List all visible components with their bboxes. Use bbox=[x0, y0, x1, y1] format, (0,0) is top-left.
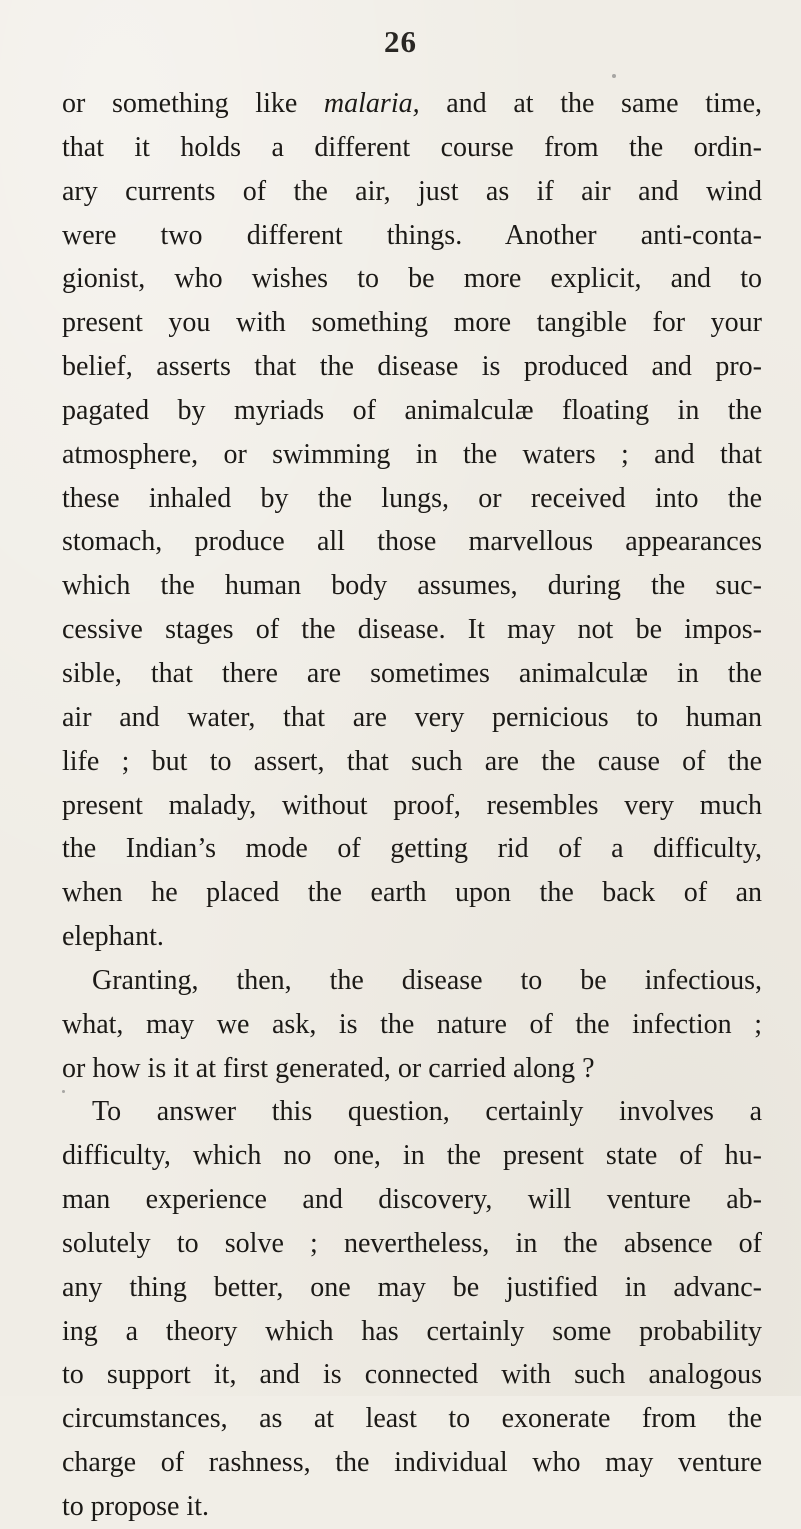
text-line: which the human body assumes, during the suc- bbox=[62, 570, 762, 602]
text-line: stomach, produce all those marvellous appearances bbox=[62, 526, 762, 558]
text-line: belief, asserts that the disease is produced and pro- bbox=[62, 351, 762, 383]
text-line: sible, that there are sometimes animalculæ in the bbox=[62, 657, 762, 689]
text-line: air and water, that are very pernicious to human bbox=[62, 701, 762, 733]
text-line: circumstances, as at least to exonerate from the bbox=[62, 1403, 762, 1435]
text-line: gionist, who wishes to be more explicit, and to bbox=[62, 263, 762, 295]
body-text bbox=[62, 82, 762, 1529]
text-line bbox=[62, 82, 762, 126]
text-line: were two different things. Another anti-conta- bbox=[62, 219, 762, 251]
text-line: present you with something more tangible for your bbox=[62, 307, 762, 339]
text-line: atmosphere, or swimming in the waters ; and that bbox=[62, 438, 762, 470]
text-line: what, may we ask, is the nature of the infection ; bbox=[62, 1008, 762, 1040]
paragraph-start-line: To answer this question, certainly involves a bbox=[92, 1096, 762, 1128]
paragraph-end-line: elephant. bbox=[62, 921, 164, 953]
page-number: 26 bbox=[384, 24, 417, 59]
text-line: pagated by myriads of animalculæ floating in the bbox=[62, 394, 762, 426]
text-span: and at the same time, bbox=[419, 88, 762, 119]
text-line: ing a theory which has certainly some probability bbox=[62, 1315, 762, 1347]
text-line: difficulty, which no one, in the present state of hu- bbox=[62, 1140, 762, 1172]
text-line: solutely to solve ; nevertheless, in the absence of bbox=[62, 1227, 762, 1259]
text-span: or something like bbox=[62, 88, 324, 119]
text-line: to support it, and is connected with such analogous bbox=[62, 1359, 762, 1391]
text-line: that it holds a different course from the ordin- bbox=[62, 131, 762, 163]
text-line: when he placed the earth upon the back of an bbox=[62, 877, 762, 909]
text-line: man experience and discovery, will venture ab- bbox=[62, 1184, 762, 1216]
text-line: ary currents of the air, just as if air and wind bbox=[62, 175, 762, 207]
text-line: the Indian’s mode of getting rid of a difficulty, bbox=[62, 833, 762, 865]
paragraph-end-line: to propose it. bbox=[62, 1491, 209, 1522]
text-line: any thing better, one may be justified in advanc- bbox=[62, 1271, 762, 1303]
text-line: cessive stages of the disease. It may not be impos- bbox=[62, 614, 762, 646]
paper-speck bbox=[612, 74, 616, 78]
paragraph-start-line: Granting, then, the disease to be infectious, bbox=[92, 964, 762, 996]
text-line: these inhaled by the lungs, or received into the bbox=[62, 482, 762, 514]
text-line: charge of rashness, the individual who may venture bbox=[62, 1447, 762, 1479]
text-line: life ; but to assert, that such are the cause of the bbox=[62, 745, 762, 777]
paragraph-end-line: or how is it at first generated, or carried along ? bbox=[62, 1052, 595, 1084]
text-line: present malady, without proof, resembles very much bbox=[62, 789, 762, 821]
italic-word: malaria, bbox=[323, 88, 420, 119]
